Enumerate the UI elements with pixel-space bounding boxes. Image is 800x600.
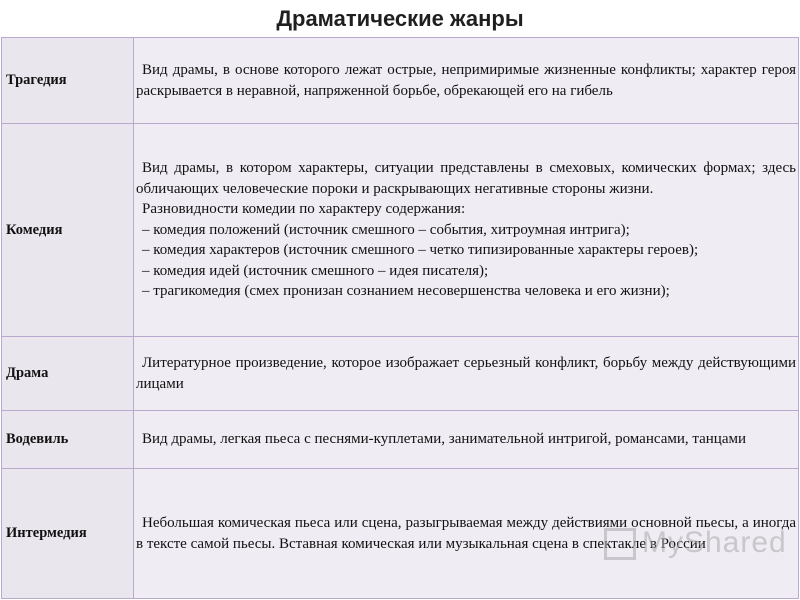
genre-name: Водевиль: [2, 411, 134, 469]
table-row: [2, 337, 799, 411]
genre-name: Комедия: [2, 124, 134, 337]
variety-item: – комедия характеров (источник смешного – четко типизированные характеры героев);: [142, 242, 699, 259]
logo-icon: [604, 528, 636, 560]
variety-item: – трагикомедия (смех пронизан сознанием несовершенства человека и его жизни);: [142, 283, 670, 300]
genre-description: [134, 38, 799, 124]
variety-item: – комедия положений (источник смешного – события, хитроумная интрига);: [142, 221, 630, 238]
variety-item: – комедия идей (источник смешного – идея писателя);: [142, 262, 489, 279]
page-title: Драматические жанры: [276, 6, 524, 31]
genre-name: Драма: [2, 337, 134, 411]
genre-name: Интермедия: [2, 469, 134, 599]
table-row: [2, 38, 799, 124]
genre-name: Трагедия: [2, 38, 134, 124]
description-text: Литературное произведение, которое изображает серьезный конфликт, борьбу между действующими лицами: [136, 355, 796, 392]
genre-description: [134, 337, 799, 411]
varieties-heading: Разновидности комедии по характеру содержания:: [142, 201, 466, 218]
watermark-logo: [604, 526, 787, 560]
table-row: [2, 411, 799, 469]
description-text: Небольшая комическая пьеса или сцена, разыгрываемая между действиями основной пьесы, а иногда в тексте самой пьесы. Вставная комическая или музыкальная сцена в спектакле в России: [136, 515, 796, 552]
description-text: Вид драмы, легкая пьеса с песнями-куплетами, занимательной интригой, романсами, танцами: [142, 431, 747, 448]
description-text: Вид драмы, в основе которого лежат острые, непримиримые жизненные конфликты; характер героя раскрывается в неравной, напряженной борьбе, обрекающей его на гибель: [136, 62, 796, 99]
genre-description: [134, 124, 799, 337]
genres-table: [1, 37, 799, 599]
table-row: [2, 124, 799, 337]
description-text: Вид драмы, в котором характеры, ситуации представлены в смеховых, комических формах; здесь обличающих человеческие пороки и раскрывающих негативные стороны жизни.: [136, 160, 796, 197]
watermark-text: MyShared: [642, 526, 787, 559]
genre-description: [134, 411, 799, 469]
